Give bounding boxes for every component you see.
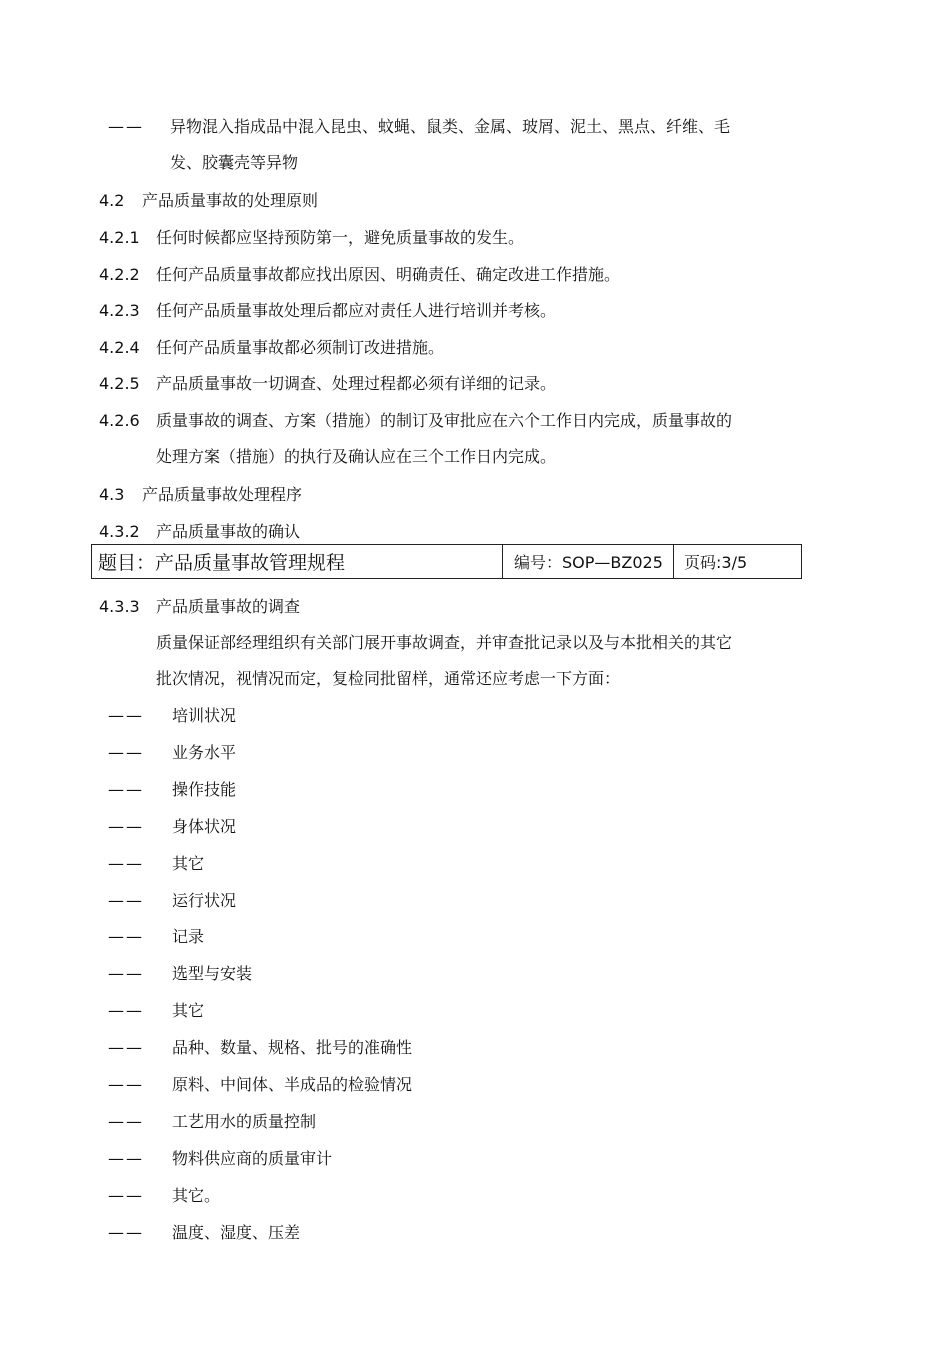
list-item-text: 原料、中间体、半成品的检验情况 <box>172 1075 413 1094</box>
clause-text-line1: 质量事故的调查、方案（措施）的制订及审批应在六个工作日内完成，质量事故的 <box>156 411 733 430</box>
list-dash: —— <box>108 117 144 136</box>
list-dash: —— <box>108 706 144 725</box>
list-dash: —— <box>108 1112 144 1131</box>
list-dash: —— <box>108 1038 144 1057</box>
clause-number: 4.2.6 <box>99 411 140 430</box>
clause-number: 4.2.4 <box>99 338 140 357</box>
list-item-text: 其它 <box>172 854 205 873</box>
list-item-text: 选型与安装 <box>172 964 253 983</box>
list-item-text: 其它。 <box>172 1186 221 1205</box>
clause-text: 任何产品质量事故处理后都应对责任人进行培训并考核。 <box>156 301 557 320</box>
list-dash: —— <box>108 1001 144 1020</box>
list-item-text: 其它 <box>172 1001 205 1020</box>
list-dash: —— <box>108 1223 144 1242</box>
clause-number: 4.2.2 <box>99 265 140 284</box>
list-item-text: 运行状况 <box>172 891 237 910</box>
list-dash: —— <box>108 1075 144 1094</box>
clause-text: 任何产品质量事故都应找出原因、明确责任、确定改进工作措施。 <box>156 265 621 284</box>
clause-paragraph-line2: 批次情况，视情况而定，复检同批留样，通常还应考虑一下方面： <box>156 669 621 688</box>
header-page-number: 页码:3/5 <box>684 553 748 572</box>
header-doc-code: 编号：SOP—BZ025 <box>503 545 674 578</box>
section-number: 4.3 <box>99 485 125 504</box>
foreign-matter-text-line1: 异物混入指成品中混入昆虫、蚊蝇、鼠类、金属、玻屑、泥土、黑点、纤维、毛 <box>170 117 731 136</box>
list-dash: —— <box>108 927 144 946</box>
clause-text-line2: 处理方案（措施）的执行及确认应在三个工作日内完成。 <box>156 447 557 466</box>
clause-paragraph-line1: 质量保证部经理组织有关部门展开事故调查，并审查批记录以及与本批相关的其它 <box>156 633 733 652</box>
clause-number: 4.2.1 <box>99 228 140 247</box>
clause-number: 4.2.3 <box>99 301 140 320</box>
list-item-text: 培训状况 <box>172 706 237 725</box>
foreign-matter-text-line2: 发、胶囊壳等异物 <box>170 153 299 172</box>
clause-text: 任何产品质量事故都必须制订改进措施。 <box>156 338 445 357</box>
list-dash: —— <box>108 1186 144 1205</box>
list-dash: —— <box>108 780 144 799</box>
list-dash: —— <box>108 964 144 983</box>
page-header-table <box>91 544 802 579</box>
list-item-text: 记录 <box>172 927 205 946</box>
list-item-text: 温度、湿度、压差 <box>172 1223 301 1242</box>
section-title: 产品质量事故的处理原则 <box>142 191 319 210</box>
clause-title: 产品质量事故的确认 <box>156 522 301 541</box>
clause-text: 产品质量事故一切调查、处理过程都必须有详细的记录。 <box>156 374 557 393</box>
clause-number: 4.2.5 <box>99 374 140 393</box>
section-number: 4.2 <box>99 191 125 210</box>
list-item-text: 物料供应商的质量审计 <box>172 1149 333 1168</box>
list-dash: —— <box>108 891 144 910</box>
list-dash: —— <box>108 1149 144 1168</box>
list-item-text: 操作技能 <box>172 780 237 799</box>
list-item-text: 身体状况 <box>172 817 237 836</box>
clause-text: 任何时候都应坚持预防第一，避免质量事故的发生。 <box>156 228 525 247</box>
section-title: 产品质量事故处理程序 <box>142 485 303 504</box>
list-dash: —— <box>108 743 144 762</box>
list-item-text: 业务水平 <box>172 743 237 762</box>
clause-number: 4.3.2 <box>99 522 140 541</box>
list-dash: —— <box>108 854 144 873</box>
list-item-text: 工艺用水的质量控制 <box>172 1112 317 1131</box>
list-item-text: 品种、数量、规格、批号的准确性 <box>172 1038 413 1057</box>
clause-title: 产品质量事故的调查 <box>156 597 301 616</box>
list-dash: —— <box>108 817 144 836</box>
clause-number: 4.3.3 <box>99 597 140 616</box>
header-title: 题目：产品质量事故管理规程 <box>92 545 503 578</box>
